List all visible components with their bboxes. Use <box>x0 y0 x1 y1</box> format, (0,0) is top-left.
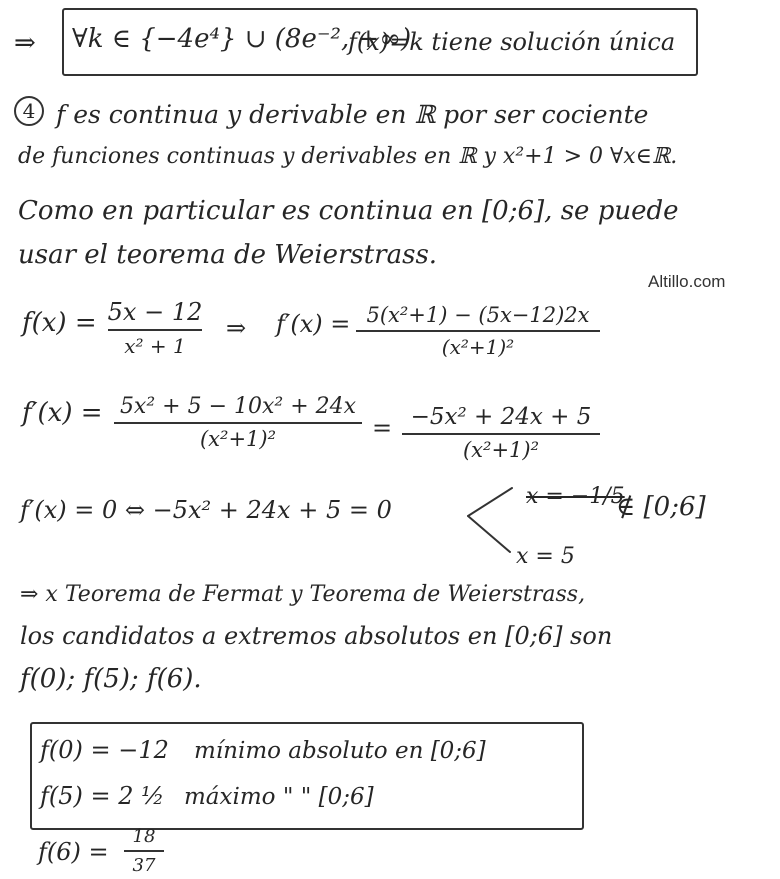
result-3-label: f(6) = <box>38 838 109 866</box>
fp-denominator: (x²+1)² <box>441 335 515 359</box>
f-label: f(x) = <box>22 308 97 338</box>
result-3-denominator: 37 <box>132 855 156 876</box>
problem-number-circle: 4 <box>14 96 44 126</box>
result-2-label: máximo " " [0;6] <box>184 784 374 810</box>
problem-line-2: de funciones continuas y derivables en ℝ y x²+1 > 0 ∀x∈ℝ. <box>18 144 678 169</box>
header-set: ∀k ∈ {−4e⁴} ∪ (8e⁻², +∞) <box>72 24 412 54</box>
f-numerator: 5x − 12 <box>107 298 203 326</box>
result-3-numerator: 18 <box>132 826 156 847</box>
fp2-numerator: 5x² + 5 − 10x² + 24x <box>119 394 357 419</box>
result-3-fraction <box>124 826 164 876</box>
branch-up <box>468 488 512 516</box>
problem-line-1: f es continua y derivable en ℝ por ser cociente <box>56 100 649 129</box>
conclusion-line-2: los candidatos a extremos absolutos en [0;6] son <box>20 622 613 650</box>
fp-label: f′(x) = <box>276 310 351 338</box>
result-3-fraction-bar <box>124 850 164 852</box>
fp-numerator: 5(x²+1) − (5x−12)2x <box>366 303 590 327</box>
root-1: x = −1/5 <box>526 484 625 509</box>
zero-equation: f′(x) = 0 ⇔ −5x² + 24x + 5 = 0 <box>20 496 392 524</box>
root-2: x = 5 <box>516 544 575 569</box>
result-2-value: f(5) = 2 ½ <box>40 782 165 810</box>
implies-arrow: ⇒ <box>14 28 36 58</box>
problem-line-4: usar el teorema de Weierstrass. <box>18 240 438 270</box>
equals-sign: = <box>372 414 393 442</box>
fp3-numerator: −5x² + 24x + 5 <box>410 404 592 430</box>
root-1-note: ∉ [0;6] <box>616 492 706 522</box>
conclusion-line-1: ⇒ x Teorema de Fermat y Teorema de Weierstrass, <box>20 582 586 607</box>
implies-arrow-2: ⇒ <box>226 314 247 342</box>
fp3-denominator: (x²+1)² <box>462 438 540 462</box>
fp2-label: f′(x) = <box>22 398 103 428</box>
result-1-label: mínimo absoluto en [0;6] <box>194 738 486 764</box>
f-denominator: x² + 1 <box>124 334 186 358</box>
result-1-value: f(0) = −12 <box>40 736 169 764</box>
branch-down <box>468 516 510 552</box>
conclusion-line-3: f(0); f(5); f(6). <box>20 664 202 694</box>
watermark: Altillo.com <box>648 272 726 291</box>
header-conclusion: f(x)=k tiene solución única <box>348 28 676 56</box>
problem-line-3: Como en particular es continua en [0;6], se puede <box>18 196 679 226</box>
fp2-denominator: (x²+1)² <box>199 427 277 451</box>
